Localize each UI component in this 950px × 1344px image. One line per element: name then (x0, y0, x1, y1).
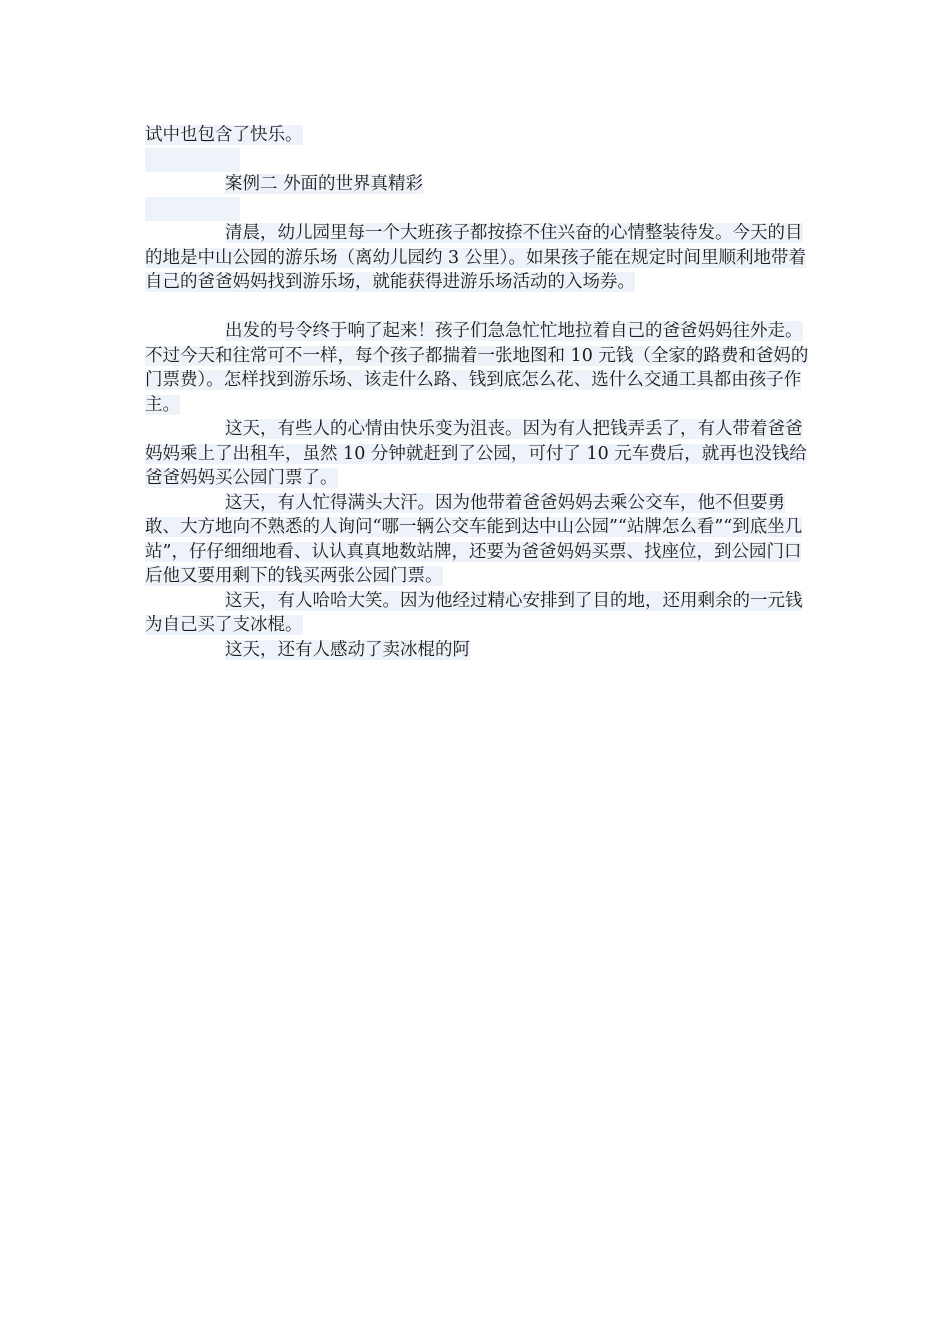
paragraph-text: 这天，还有人感动了卖冰棍的阿 (225, 639, 470, 660)
document-body (145, 123, 817, 662)
paragraph-1 (145, 221, 817, 295)
paragraph-2 (145, 319, 817, 417)
case-title-text: 案例二 外面的世界真精彩 (225, 174, 424, 194)
paragraph-4 (145, 491, 817, 589)
paragraph-text: 这天，有些人的心情由快乐变为沮丧。因为有人把钱弄丢了，有人带着爸爸妈妈乘上了出租车，虽然 10 分钟就赶到了公园，可付了 10 元车费后，就再也没钱给爸爸妈妈买公园门票了。 (145, 419, 807, 488)
case-title (145, 172, 817, 197)
paragraph-text: 这天，有人忙得满头大汗。因为他带着爸爸妈妈去乘公交车，他不但要勇敢、大方地向不熟悉的人询问“哪一辆公交车能到达中山公园”“站牌怎么看”“到底坐几站”，仔仔细细地看、认认真真地数站牌，还要为爸爸妈妈买票、找座位，到公园门口后他又要用剩下的钱买两张公园门票。 (145, 492, 803, 586)
paragraph-text: 清晨，幼儿园里每一个大班孩子都按捺不住兴奋的心情整装待发。今天的目的地是中山公园的游乐场（离幼儿园约 3 公里）。如果孩子能在规定时间里顺利地带着自己的爸爸妈妈找到游乐场，就能获得进游乐场活动的入场券。 (145, 223, 807, 292)
paragraph-6 (145, 638, 817, 663)
blank-line (145, 295, 817, 320)
paragraph-text: 出发的号令终于响了起来！孩子们急急忙忙地拉着自己的爸爸妈妈往外走。不过今天和往常可不一样，每个孩子都揣着一张地图和 10 元钱（全家的路费和爸妈的门票费）。怎样找到游乐场、该走什么路、钱到底怎么花、选什么交通工具都由孩子作主。 (145, 321, 809, 415)
paragraph-text: 这天，有人哈哈大笑。因为他经过精心安排到了目的地，还用剩余的一元钱为自己买了支冰棍。 (145, 590, 803, 635)
paragraph-text: 试中也包含了快乐。 (145, 125, 303, 145)
paragraph-5 (145, 589, 817, 638)
blank-line (145, 197, 240, 222)
paragraph-continuation (145, 123, 817, 148)
blank-line (145, 148, 240, 173)
paragraph-3 (145, 417, 817, 491)
